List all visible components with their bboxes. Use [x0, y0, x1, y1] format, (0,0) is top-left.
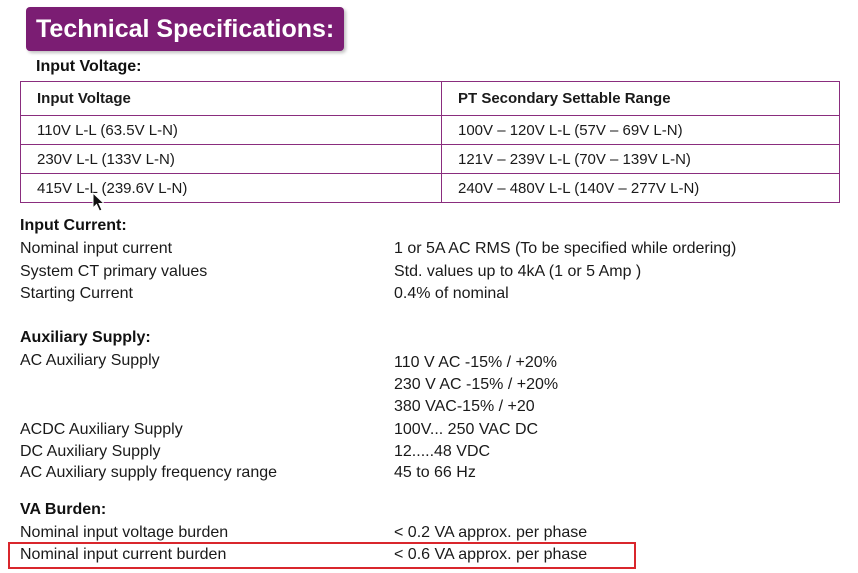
- page-title: Technical Specifications:: [26, 7, 344, 51]
- column-header: PT Secondary Settable Range: [442, 82, 840, 116]
- mouse-pointer-icon: [92, 192, 106, 212]
- spec-value: < 0.2 VA approx. per phase: [394, 524, 588, 541]
- table-row: [21, 145, 840, 174]
- table-cell: 110V L-L (63.5V L-N): [21, 116, 442, 145]
- spec-row: [20, 238, 840, 260]
- spec-value: Std. values up to 4kA (1 or 5 Amp ): [394, 263, 642, 280]
- spec-value: 100V... 250 VAC DC: [394, 421, 539, 438]
- spec-label: Starting Current: [20, 285, 133, 302]
- spec-row: [20, 283, 840, 305]
- spec-row: [20, 441, 840, 463]
- table-header-row: [21, 82, 840, 116]
- table-row: [21, 116, 840, 145]
- column-header: Input Voltage: [21, 82, 442, 116]
- spec-row: [20, 462, 840, 484]
- table-row: [21, 174, 840, 203]
- spec-value: 110 V AC -15% / +20%: [394, 354, 557, 371]
- input-voltage-table: [20, 81, 840, 203]
- table-cell: 240V – 480V L-L (140V – 277V L-N): [442, 174, 840, 203]
- spec-row: [20, 419, 840, 441]
- spec-label: AC Auxiliary supply frequency range: [20, 464, 278, 481]
- va-burden-heading: VA Burden:: [20, 501, 107, 518]
- spec-row-continued: [20, 396, 840, 418]
- table-cell: 100V – 120V L-L (57V – 69V L-N): [442, 116, 840, 145]
- spec-value: 380 VAC-15% / +20: [394, 398, 535, 415]
- spec-label: DC Auxiliary Supply: [20, 443, 161, 460]
- spec-row: [20, 522, 840, 544]
- spec-row: [20, 261, 840, 283]
- spec-row-continued: [20, 374, 840, 396]
- spec-label: AC Auxiliary Supply: [20, 352, 160, 369]
- table-cell: 415V L-L (239.6V L-N): [21, 174, 442, 203]
- table-cell: 121V – 239V L-L (70V – 139V L-N): [442, 145, 840, 174]
- auxiliary-supply-heading: Auxiliary Supply:: [20, 329, 151, 346]
- highlight-box: [8, 542, 636, 569]
- spec-row: [20, 350, 840, 372]
- spec-value: 230 V AC -15% / +20%: [394, 376, 559, 393]
- spec-value: 0.4% of nominal: [394, 285, 509, 302]
- spec-label: Nominal input current burden: [20, 546, 227, 563]
- spec-label: ACDC Auxiliary Supply: [20, 421, 183, 438]
- spec-label: Nominal input current: [20, 240, 173, 257]
- table-cell: 230V L-L (133V L-N): [21, 145, 442, 174]
- spec-value: 12.....48 VDC: [394, 443, 491, 460]
- input-voltage-heading: Input Voltage:: [36, 58, 142, 75]
- spec-label: System CT primary values: [20, 263, 208, 280]
- spec-value: 45 to 66 Hz: [394, 464, 476, 481]
- spec-label: Nominal input voltage burden: [20, 524, 229, 541]
- spec-value: < 0.6 VA approx. per phase: [394, 546, 588, 563]
- spec-value: 1 or 5A AC RMS (To be specified while ordering): [394, 240, 737, 257]
- input-current-heading: Input Current:: [20, 217, 127, 234]
